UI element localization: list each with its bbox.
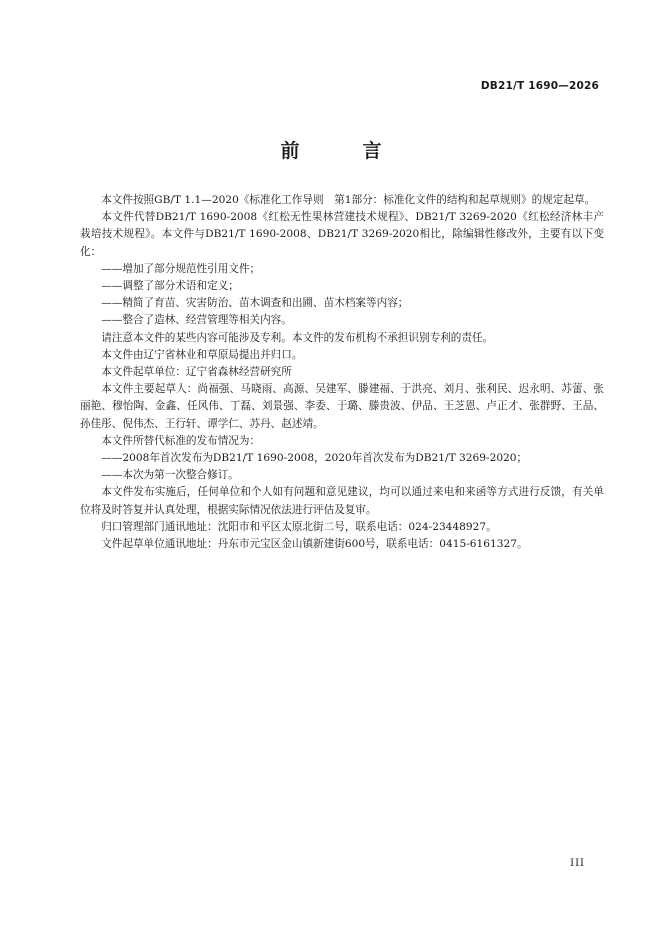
foreword-body	[80, 192, 604, 553]
standard-code: DB21/T 1690—2026	[480, 80, 599, 92]
change-item: ——精简了育苗、灾害防治、苗木调查和出圃、苗木档案等内容；	[101, 297, 409, 310]
paragraph-proposer: 本文件由辽宁省林业和草原局提出并归口。	[101, 348, 303, 361]
paragraph-patent-notice: 请注意本文件的某些内容可能涉及专利。本文件的发布机构不承担识别专利的责任。	[101, 331, 494, 344]
change-item: ——增加了部分规范性引用文件；	[101, 262, 261, 275]
paragraph-drafting-rule: 本文件按照GB/T 1.1—2020《标准化工作导则 第1部分：标准化文件的结构和起草规则》的规定起草。	[101, 194, 596, 206]
page-title: 前 言	[280, 140, 404, 162]
paragraph-drafters: 本文件主要起草人：尚福强、马晓雨、高源、吴建军、滕建福、于洪亮、刘月、张利民、迟永明、苏蕾、张丽艳、穆怡陶、金鑫、任风伟、丁磊、刘景强、李委、于璐、滕贵波、伊品、王芝恩、卢正才、张群野、王品、孙佳彤、倪伟杰、王行轩、谭学仁、苏丹、赵述靖。	[80, 383, 604, 430]
history-item: ——2008年首次发布为DB21/T 1690-2008，2020年首次发布为DB21/T 3269-2020；	[101, 452, 528, 465]
paragraph-feedback: 本文件发布实施后，任何单位和个人如有问题和意见建议，均可以通过来电和来函等方式进行反馈，有关单位将及时答复并认真处理，根据实际情况依法进行评估及复审。	[80, 486, 604, 516]
change-item: ——整合了造林、经营管理等相关内容。	[101, 314, 292, 327]
paragraph-drafter-address: 文件起草单位通讯地址：丹东市元宝区金山镇新建街600号，联系电话：0415-6161327。	[101, 538, 528, 551]
paragraph-replacement: 本文件代替DB21/T 1690-2008《红松无性果林营建技术规程》、DB21/T 3269-2020《红松经济林丰产栽培技术规程》。本文件与DB21/T 1690-2008、DB21/T 3269-2020相比，除编辑性修改外，主要有以下变化：	[80, 211, 604, 258]
history-item: ——本次为第一次整合修订。	[101, 469, 239, 482]
change-item: ——调整了部分术语和定义；	[101, 280, 239, 293]
paragraph-drafting-unit: 本文件起草单位：辽宁省森林经营研究所	[101, 366, 292, 379]
paragraph-history-intro: 本文件所替代标准的发布情况为：	[101, 434, 261, 447]
paragraph-authority-address: 归口管理部门通讯地址：沈阳市和平区太原北街二号，联系电话：024-23448927。	[101, 520, 497, 533]
page-number: III	[570, 858, 585, 869]
